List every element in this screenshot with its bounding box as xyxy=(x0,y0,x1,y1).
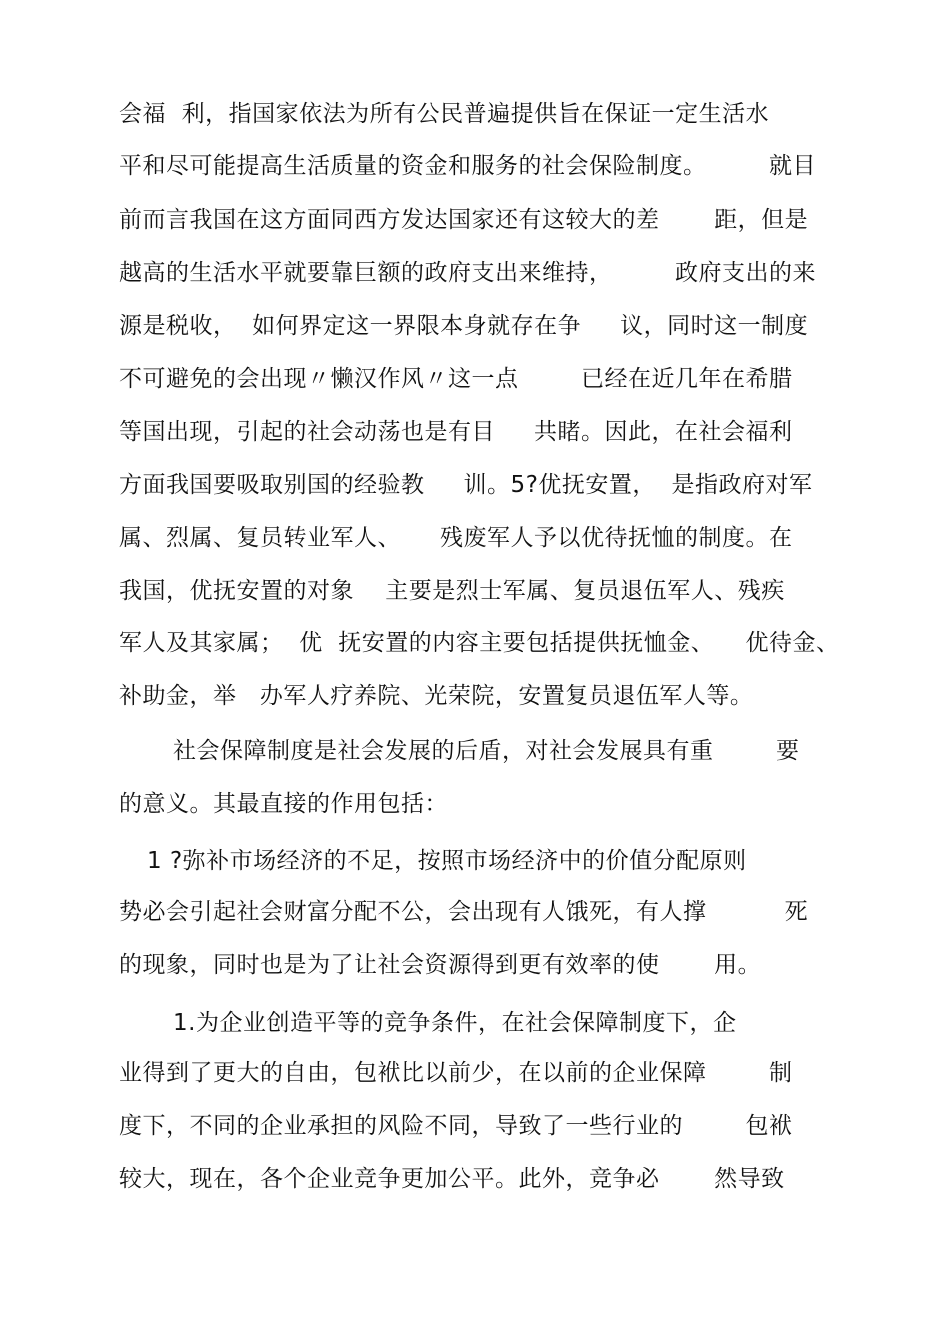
text-line-20: 度下，不同的企业承担的风险不同，导致了一些行业的 包袱 xyxy=(119,1113,793,1139)
text-line-21: 较大，现在，各个企业竞争更加公平。此外，竞争必 然导致 xyxy=(119,1166,785,1192)
text-line-17: 的现象，同时也是为了让社会资源得到更有效率的使 用。 xyxy=(119,952,762,978)
text-line-3: 前而言我国在这方面同西方发达国家还有这较大的差 距，但是 xyxy=(119,207,809,233)
text-line-13: 社会保障制度是社会发展的后盾，对社会发展具有重 要 xyxy=(173,738,800,764)
text-line-5: 源是税收， 如何界定这一界限本身就存在争 议，同时这一制度 xyxy=(119,313,809,339)
text-line-6: 不可避免的会出现〃懒汉作风〃这一点 已经在近几年在希腊 xyxy=(119,366,793,392)
text-line-10: 我国，优抚安置的对象 主要是烈士军属、复员退伍军人、残疾 xyxy=(119,578,785,604)
text-line-4: 越高的生活水平就要靠巨额的政府支出来维持， 政府支出的来 xyxy=(119,260,816,286)
text-line-18: 1.为企业创造平等的竞争条件，在社会保障制度下，企 xyxy=(173,1010,737,1036)
text-line-7: 等国出现，引起的社会动荡也是有目 共睹。因此，在社会福利 xyxy=(119,419,793,445)
text-line-8: 方面我国要吸取别国的经验教 训。5?优抚安置， 是指政府对军 xyxy=(119,472,813,498)
text-line-19: 业得到了更大的自由，包袱比以前少，在以前的企业保障 制 xyxy=(119,1060,793,1086)
text-line-9: 属、烈属、复员转业军人、 残废军人予以优待抚恤的制度。在 xyxy=(119,525,793,551)
text-line-16: 势必会引起社会财富分配不公，会出现有人饿死，有人撑 死 xyxy=(119,899,809,925)
text-line-12: 补助金，举 办军人疗养院、光荣院，安置复员退伍军人等。 xyxy=(119,683,754,709)
text-line-14: 的意义。其最直接的作用包括： xyxy=(119,791,448,817)
text-line-2: 平和尽可能提高生活质量的资金和服务的社会保险制度。 就目 xyxy=(119,153,816,179)
text-line-1: 会福 利，指国家依法为所有公民普遍提供旨在保证一定生活水 xyxy=(119,101,770,127)
text-line-15: 1 ?弥补市场经济的不足，按照市场经济中的价值分配原则 xyxy=(147,848,747,874)
text-line-11: 军人及其家属； 优 抚安置的内容主要包括提供抚恤金、 优待金、 xyxy=(119,630,840,656)
